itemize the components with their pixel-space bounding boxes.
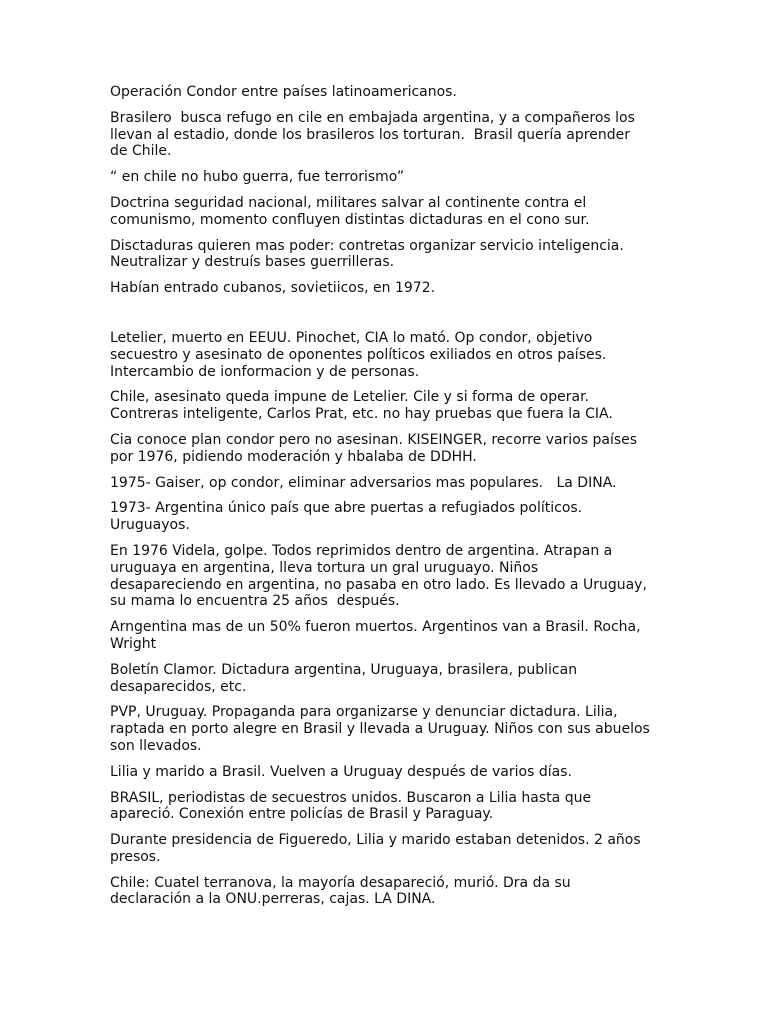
paragraph-17: BRASIL, periodistas de secuestros unidos. Buscaron a Lilia hasta que apareció. Conexión entre policías de Brasil y Paraguay. xyxy=(110,789,592,823)
paragraph-16: Lilia y marido a Brasil. Vuelven a Uruguay después de varios días. xyxy=(110,763,572,780)
paragraph-12: En 1976 Videla, golpe. Todos reprimidos dentro de argentina. Atrapan a uruguaya en argentina, lleva tortura un gral uruguayo. Niños desapareciendo en argentina, no pasaba en otro lado. Es llevado a Uruguay, su mama lo encuentra 25 años después. xyxy=(110,542,647,610)
paragraph-9: Cia conoce plan condor pero no asesinan. KISEINGER, recorre varios países por 1976, pidiendo moderación y hbalaba de DDHH. xyxy=(110,431,638,465)
paragraph-14: Boletín Clamor. Dictadura argentina, Uruguaya, brasilera, publican desaparecidos, etc. xyxy=(110,661,578,695)
paragraph-13: Arngentina mas de un 50% fueron muertos. Argentinos van a Brasil. Rocha, Wright xyxy=(110,619,641,652)
paragraph-3: “ en chile no hubo guerra, fue terrorismo” xyxy=(110,169,405,186)
paragraph-4: Doctrina seguridad nacional, militares salvar al continente contra el comunismo, momento confluyen distintas dictaduras en el cono sur. xyxy=(110,194,590,228)
paragraph-15: PVP, Uruguay. Propaganda para organizarse y denunciar dictadura. Lilia, raptada en porto alegre en Brasil y llevada a Uruguay. Niños con sus abuelos son llevados. xyxy=(110,704,650,754)
paragraph-8: Chile, asesinato queda impune de Letelier. Cile y si forma de operar. Contreras inteligente, Carlos Prat, etc. no hay pruebas que fuera la CIA. xyxy=(110,389,613,423)
paragraph-7: Letelier, muerto en EEUU. Pinochet, CIA lo mató. Op condor, objetivo secuestro y asesinato de oponentes políticos exiliados en otros países. Intercambio de ionformacion y de personas. xyxy=(110,329,607,380)
paragraph-11: 1973- Argentina único país que abre puertas a refugiados políticos. Uruguayos. xyxy=(110,500,583,534)
paragraph-2: Brasilero busca refugo en cile en embajada argentina, y a compañeros los llevan al estadio, donde los brasileros los torturan. Brasil quería aprender de Chile. xyxy=(110,109,635,160)
paragraph-18: Durante presidencia de Figueredo, Lilia y marido estaban detenidos. 2 años presos. xyxy=(110,832,641,865)
paragraph-6: Habían entrado cubanos, sovietiicos, en 1972. xyxy=(110,280,436,297)
paragraph-5: Disctaduras quieren mas poder: contretas organizar servicio inteligencia. Neutralizar y destruís bases guerrilleras. xyxy=(110,237,624,271)
paragraph-1: Operación Condor entre países latinoamericanos. xyxy=(110,84,457,100)
paragraph-10: 1975- Gaiser, op condor, eliminar adversarios mas populares. La DINA. xyxy=(110,474,617,491)
paragraph-19: Chile: Cuatel terranova, la mayoría desapareció, murió. Dra da su declaración a la ONU.perreras, cajas. LA DINA. xyxy=(110,874,571,908)
